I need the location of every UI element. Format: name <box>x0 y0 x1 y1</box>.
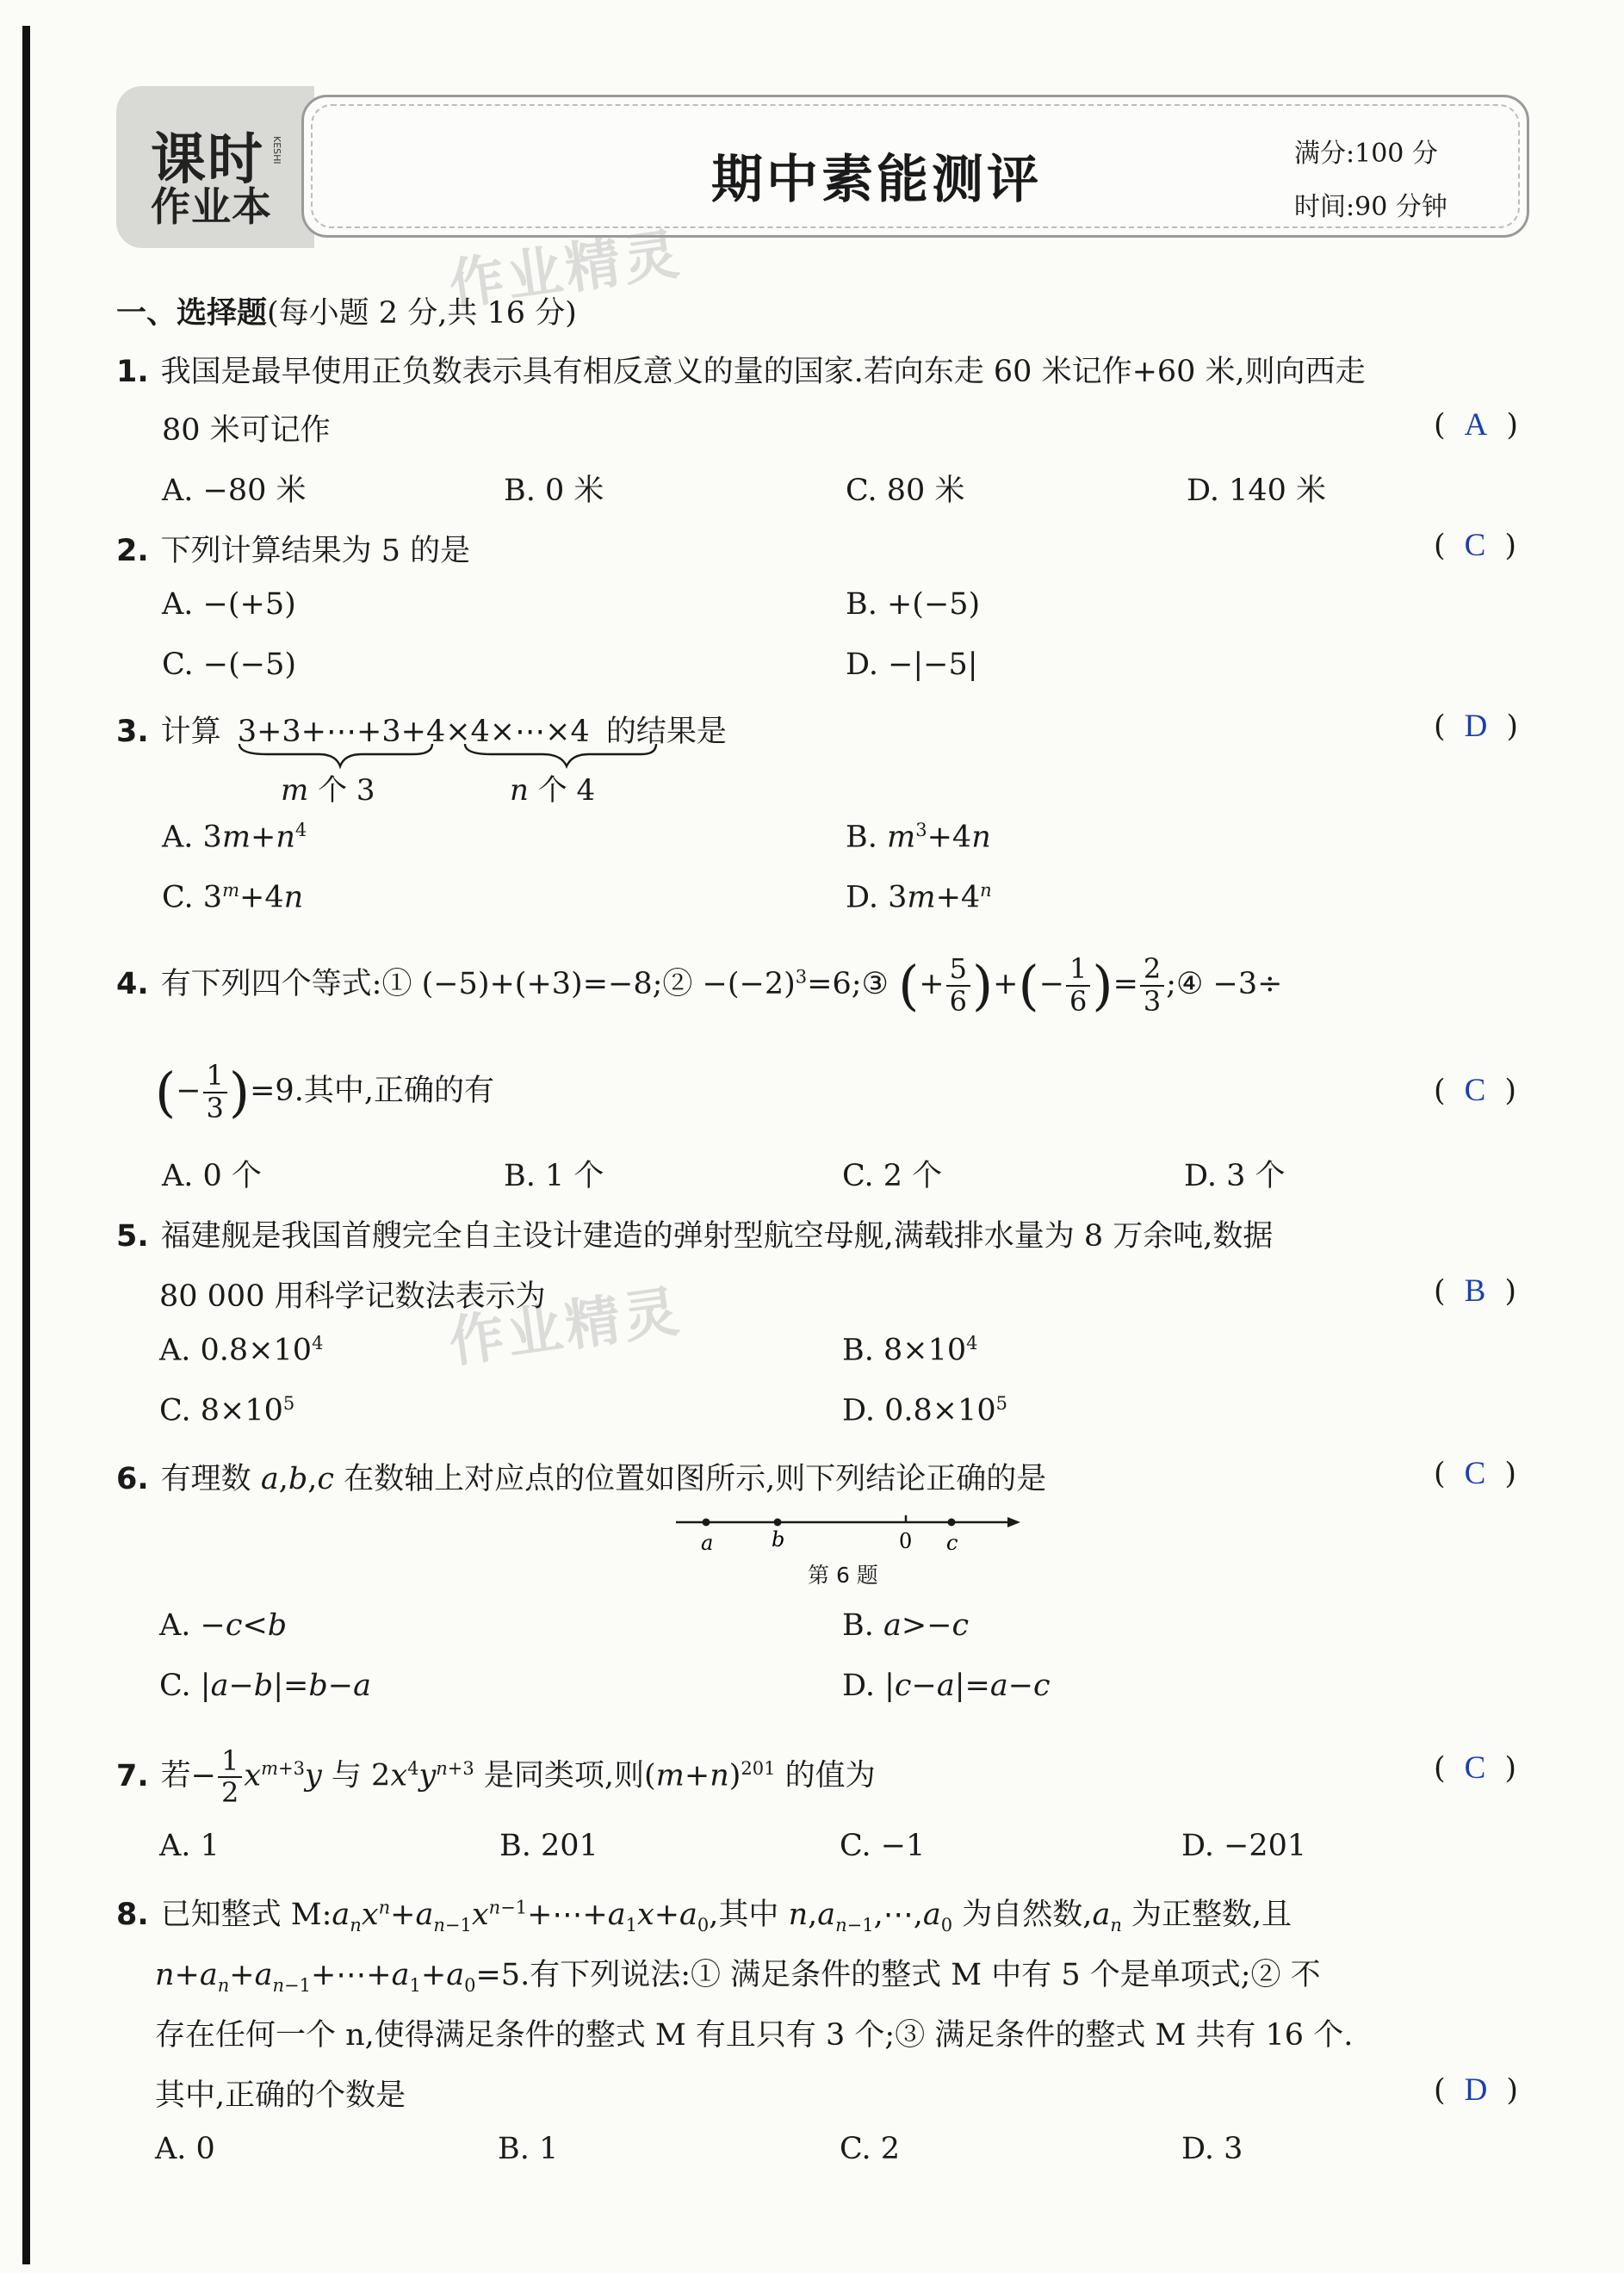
watermark: 作业精灵 <box>445 222 686 319</box>
question-2-stem <box>116 527 470 570</box>
option-d: D. −201 <box>1181 1829 1307 1863</box>
brace-label-m: m 个 3 <box>281 773 375 808</box>
answer-choice: A <box>1464 407 1488 443</box>
question-number: 1. <box>116 355 149 389</box>
option-d: D. |c−a|=a−c <box>842 1669 1051 1703</box>
logo-text-sub: 作业本 <box>151 183 272 230</box>
question-text: 福建舰是我国首艘完全自主设计建造的弹射型航空母舰,满载排水量为 8 万余吨,数据 <box>160 1219 1274 1254</box>
option-b: B. $8\times 10^4$ <box>842 1333 978 1368</box>
option-b: B. +(−5) <box>846 587 981 622</box>
product-expression: 4×4×⋯×4 <box>425 715 590 749</box>
section-note: (每小题 2 分,共 16 分) <box>267 296 577 331</box>
logo-pinyin: KESHI <box>271 136 282 164</box>
question-1-stem <box>116 348 1366 391</box>
question-text: 我国是最早使用正负数表示具有相反意义的量的国家.若向东走 60 米记作+60 米,则向西走 <box>160 355 1366 389</box>
answer-bracket: ( C ) <box>1434 1073 1516 1108</box>
label-b: b <box>772 1527 785 1551</box>
fraction-1-2: $\frac{1}{2}$ <box>218 1746 242 1808</box>
question-1-stem-line2: 80 米可记作 <box>162 413 331 448</box>
question-4-stem-line2: (− $\frac{1}{3}$ )=9.其中,正确的有 <box>155 1059 494 1124</box>
fraction-2-3: $\frac{2}{3}$ <box>1140 954 1164 1016</box>
question-text-post: 的结果是 <box>605 715 727 749</box>
option-c: C. $3^m+4n$ <box>162 880 304 915</box>
question-6-stem: 6. 有理数 a,b,c 在数轴上对应点的位置如图所示,则下列结论正确的是 <box>116 1462 1047 1496</box>
option-c: C. −1 <box>840 1829 926 1863</box>
answer-choice: D <box>1464 709 1488 744</box>
option-c: C. 2 <box>840 2132 901 2166</box>
answer-bracket: ( A ) <box>1434 407 1519 443</box>
answer-bracket: ( C ) <box>1434 1750 1516 1786</box>
option-b: B. 0 米 <box>504 474 604 508</box>
option-a: A. −c<b <box>159 1608 288 1643</box>
title-frame <box>301 95 1529 238</box>
option-c: C. 80 米 <box>846 474 965 508</box>
answer-choice: C <box>1464 1073 1486 1108</box>
option-a: A. −80 米 <box>162 474 307 508</box>
option-b: B. $m^3+4n$ <box>846 820 991 855</box>
answer-bracket: ( C ) <box>1434 1456 1516 1491</box>
answer-choice: C <box>1464 1456 1486 1491</box>
page-binding-edge <box>22 26 30 2264</box>
label-c: c <box>946 1531 958 1555</box>
option-a: A. 0 个 <box>162 1159 262 1193</box>
number-line-figure <box>672 1508 1025 1560</box>
answer-bracket: ( D ) <box>1434 709 1519 744</box>
fraction-5-6: $\frac{5}{6}$ <box>946 954 970 1016</box>
section-heading <box>116 289 577 332</box>
fraction-1-3: $\frac{1}{3}$ <box>203 1061 227 1123</box>
answer-choice: B <box>1464 1273 1486 1309</box>
section-title: 一、选择题 <box>116 296 268 331</box>
fraction-1-6: $\frac{1}{6}$ <box>1066 954 1090 1016</box>
question-5-stem <box>116 1212 1273 1255</box>
option-a: A. −(+5) <box>162 587 296 622</box>
sum-expression: 3+3+⋯+3 <box>237 715 401 749</box>
full-score: 满分:100 分 <box>1294 139 1438 169</box>
option-d: D. −|−5| <box>846 647 978 682</box>
number-line-arrow <box>1007 1517 1020 1527</box>
question-number: 8. <box>116 1898 149 1932</box>
question-8-stem-line2: $n+a_n+a_{n-1}+\cdots+a_1+a_0=5$.有下列说法:① 满足条件的整式 M 中有 5 个是单项式;② 不 <box>155 1958 1321 1996</box>
watermark: 作业精灵 <box>445 1279 686 1376</box>
option-d: D. 140 米 <box>1187 474 1326 508</box>
question-number: 6. <box>116 1462 149 1496</box>
question-text: 有下列四个等式:① (−5)+(+3)=−8;② −(−2) <box>160 967 796 1001</box>
option-b: B. 1 个 <box>504 1159 604 1193</box>
option-a: A. 0 <box>155 2132 215 2166</box>
option-d: D. 3 个 <box>1184 1159 1286 1193</box>
option-c: C. −(−5) <box>162 647 297 682</box>
question-number: 7. <box>116 1758 149 1793</box>
question-5-stem-line2: 80 000 用科学记数法表示为 <box>159 1279 546 1314</box>
underbrace-product <box>465 744 656 766</box>
question-number: 4. <box>116 967 149 1001</box>
question-text-pre: 计算 <box>160 715 221 749</box>
answer-choice: C <box>1464 528 1486 563</box>
answer-bracket: ( C ) <box>1434 528 1516 563</box>
label-zero: 0 <box>899 1529 913 1553</box>
option-d: D. $0.8\times 10^5$ <box>842 1393 1007 1428</box>
logo-text-main: 课时 <box>151 128 264 192</box>
page-header <box>116 86 1528 248</box>
question-8-stem-line3: 存在任何一个 n,使得满足条件的整式 M 有且只有 3 个;③ 满足条件的整式 M 共有 16 个. <box>155 2018 1354 2053</box>
option-b: B. a>−c <box>842 1608 970 1643</box>
point-c <box>948 1519 956 1527</box>
question-8-stem: 8. 已知整式 $M:a_nx^n+a_{n-1}x^{n-1}+\cdots+a_1x+a_0$,其中 $n,a_{n-1},\cdots,a_0$ 为自然数$,a_n$ 为正整数,且 <box>116 1897 1292 1935</box>
answer-choice: D <box>1464 2072 1488 2108</box>
plus-sign: + <box>400 715 426 749</box>
label-a: a <box>701 1531 714 1555</box>
question-8-stem-line4: 其中,正确的个数是 <box>155 2078 406 2113</box>
underbrace-sum <box>239 744 432 766</box>
answer-bracket: ( B ) <box>1434 1273 1516 1309</box>
question-7-stem: 7. 若− $\frac{1}{2}$ $x^{m+3}y$ 与 $2x^4y^{n+3}$ 是同类项,则$(m+n)^{201}$ 的值为 <box>116 1744 876 1810</box>
point-b <box>774 1519 782 1527</box>
option-a: A. $3m+n^4$ <box>162 820 307 855</box>
option-d: D. 3 <box>1181 2132 1243 2166</box>
option-b: B. 201 <box>499 1829 598 1863</box>
option-a: A. 1 <box>159 1829 220 1863</box>
page-title: 期中素能测评 <box>711 150 1042 210</box>
brace-label-n: n 个 4 <box>510 773 596 808</box>
figure-caption: 第 6 题 <box>808 1563 878 1588</box>
answer-choice: C <box>1464 1750 1486 1786</box>
question-4-stem: 4. 有下列四个等式:① (−5)+(+3)=−8;② $-(-2)^3=6;③$ (+ $\frac{5}{6}$ )+(− $\frac{1}{6}$ )= $\frac{2}{3}$ ;④ −3÷ <box>116 952 1283 1018</box>
time-limit: 时间:90 分钟 <box>1294 192 1447 222</box>
question-number: 5. <box>116 1219 149 1254</box>
option-c: C. |a−b|=b−a <box>159 1669 371 1703</box>
question-text: 下列计算结果为 5 的是 <box>160 534 471 568</box>
question-number: 3. <box>116 715 149 749</box>
option-c: C. 2 个 <box>842 1159 943 1193</box>
option-d: D. $3m+4^n$ <box>846 880 992 915</box>
point-a <box>703 1519 710 1527</box>
option-b: B. 1 <box>498 2132 559 2166</box>
option-c: C. $8\times 10^5$ <box>159 1393 295 1428</box>
question-number: 2. <box>116 534 149 568</box>
option-a: A. $0.8\times 10^4$ <box>159 1333 324 1368</box>
answer-bracket: ( D ) <box>1434 2072 1519 2108</box>
logo <box>116 86 314 248</box>
